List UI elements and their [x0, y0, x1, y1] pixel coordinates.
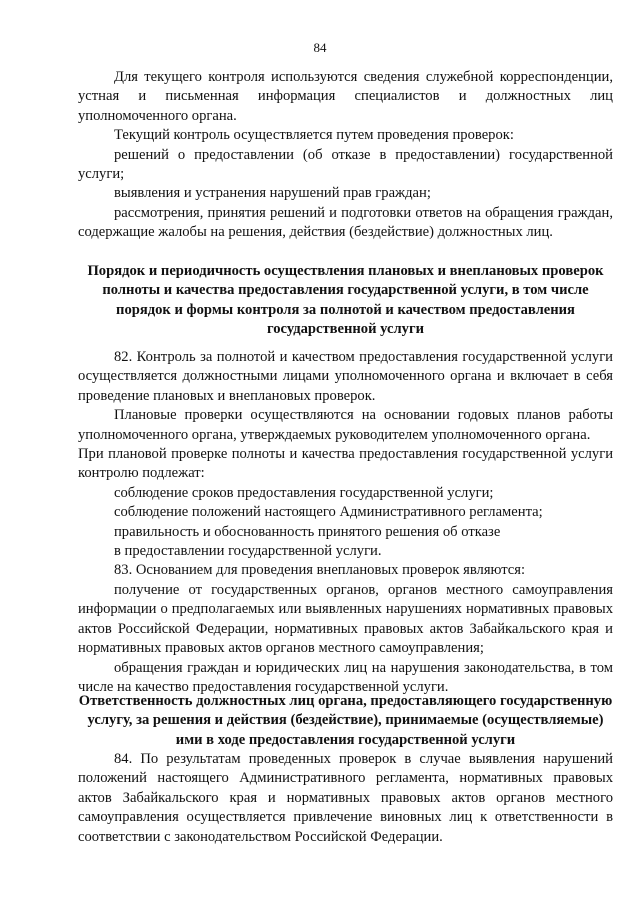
- paragraph: обращения граждан и юридических лиц на нарушения законодательства, в том числе на качество предоставления государственной услуги.: [78, 659, 613, 695]
- paragraph: в предоставлении государственной услуги.: [114, 543, 382, 560]
- paragraph: получение от государственных органов, органов местного самоуправления информации о предполагаемых или выявленных нарушениях нормативных правовых актов Российской Федерации, нормативных правовых актов Забайкальского края и нормативных правовых актов органов местного самоуправления;: [78, 581, 613, 657]
- section-84-block: [78, 750, 613, 847]
- paragraph: 83. Основанием для проведения внеплановых проверок являются:: [114, 562, 526, 579]
- section-heading-responsibility: [78, 692, 613, 750]
- paragraph: правильность и обоснованность принятого решения об отказе: [114, 523, 501, 540]
- paragraph: соблюдение сроков предоставления государственной услуги;: [114, 484, 494, 501]
- paragraph: 82. Контроль за полнотой и качеством предоставления государственной услуги осуществляется должностными лицами уполномоченного органа и включает в себя проведение плановых и внеплановых проверок.: [78, 349, 613, 404]
- paragraph: Текущий контроль осуществляется путем проведения проверок:: [114, 127, 514, 144]
- section-82-83-block: [78, 348, 613, 697]
- paragraph: Для текущего контроля используются сведения служебной корреспонденции, устная и письменная информация специалистов и должностных лиц уполномоченного органа.: [78, 69, 613, 124]
- paragraph: При плановой проверке полноты и качества предоставления государственной услуги контролю подлежат:: [78, 446, 613, 482]
- section-heading-control: [78, 262, 613, 340]
- paragraph: 84. По результатам проведенных проверок в случае выявления нарушений положений настоящего Административного регламента, нормативных правовых актов Забайкальского края и нормативных правовых актов органов местного самоуправления осуществляется привлечение виновных лиц к ответственности в соответствии с законодательством Российской Федерации.: [78, 751, 613, 845]
- page-number: 84: [313, 40, 327, 55]
- paragraph: выявления и устранения нарушений прав граждан;: [114, 185, 431, 202]
- section-heading: Ответственность должностных лиц органа, предоставляющего государственную услугу, за решения и действия (бездействие), принимаемые (осуществляемые) ими в ходе предоставления государственной услуги: [78, 693, 613, 748]
- section-heading: Порядок и периодичность осуществления плановых и внеплановых проверок полноты и качества предоставления государственной услуги, в том числе порядок и формы контроля за полнотой и качеством предоставления государственной услуги: [87, 263, 604, 338]
- paragraph: рассмотрения, принятия решений и подготовки ответов на обращения граждан, содержащие жалобы на решения, действия (бездействие) должностных лиц.: [78, 204, 613, 241]
- paragraph: решений о предоставлении (об отказе в предоставлении) государственной услуги;: [78, 146, 613, 183]
- paragraph: Плановые проверки осуществляются на основании годовых планов работы уполномоченного органа, утверждаемых руководителем уполномоченного органа.: [78, 407, 613, 443]
- intro-block: [78, 68, 613, 243]
- paragraph: соблюдение положений настоящего Административного регламента;: [114, 504, 543, 521]
